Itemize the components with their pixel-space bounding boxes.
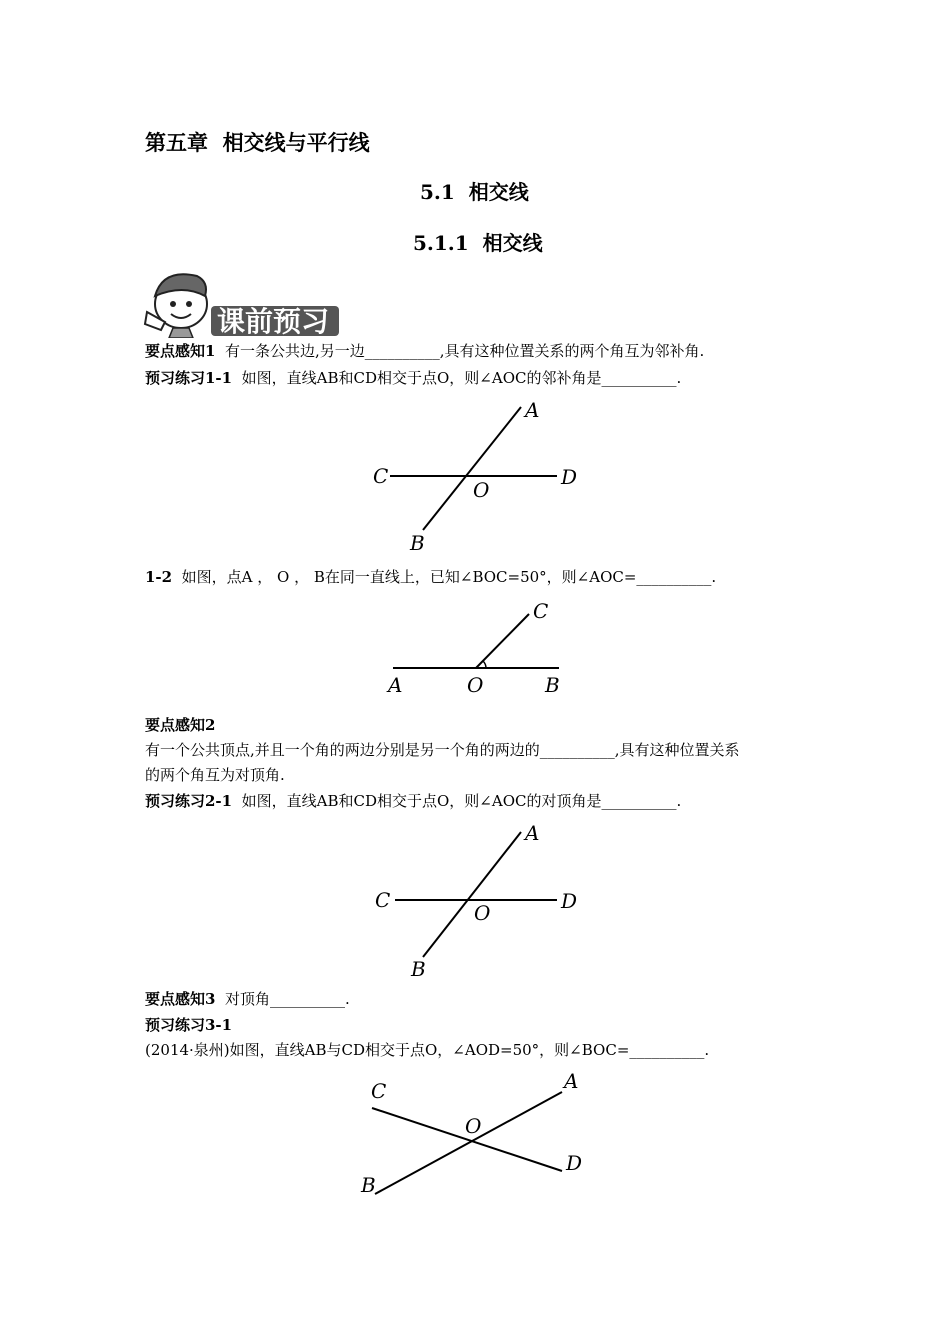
figure-1: [365, 395, 595, 555]
label-b: B: [410, 531, 425, 555]
k1-label: 要点感知1: [145, 342, 216, 360]
ray-oc: [476, 614, 529, 668]
knowledge-point-3: [145, 989, 350, 1009]
preview-banner: [143, 266, 343, 338]
knowledge-point-1: [145, 341, 704, 361]
label-a: A: [388, 673, 403, 697]
label-a: A: [564, 1069, 579, 1093]
section-title: 5.1 相交线: [420, 180, 529, 204]
label-o: O: [465, 1114, 482, 1138]
p11-text: 如图，直线AB和CD相交于点O，则∠AOC的邻补角是__________.: [232, 369, 682, 387]
label-c: C: [373, 464, 389, 488]
label-a: A: [525, 398, 540, 422]
label-c: C: [375, 888, 391, 912]
chapter-title: 第五章 相交线与平行线: [145, 130, 370, 155]
figure-4: [355, 1068, 605, 1203]
line-ab: [375, 1092, 562, 1194]
p11-label: 预习练习1-1: [145, 369, 233, 387]
k1-text: 有一条公共边,另一边__________,具有这种位置关系的两个角互为邻补角.: [215, 342, 705, 360]
line-ab: [423, 407, 521, 530]
practice-1-2: [145, 567, 716, 587]
label-d: D: [561, 465, 578, 489]
label-b: B: [545, 673, 560, 697]
practice-3-1-label: [145, 1015, 232, 1035]
label-d: D: [561, 889, 578, 913]
label-o: O: [474, 901, 491, 925]
label-a: A: [525, 821, 540, 845]
label-b: B: [411, 957, 426, 980]
k3-label: 要点感知3: [145, 990, 216, 1008]
p21-label: 预习练习2-1: [145, 792, 233, 810]
figure-2: [385, 598, 575, 698]
label-c: C: [371, 1079, 387, 1103]
p31-label: 预习练习3-1: [145, 1016, 233, 1034]
angle-arc: [483, 661, 486, 668]
p12-text: 如图，点A ， O ， B在同一直线上，已知∠BOC=50°，则∠AOC=__________.: [172, 568, 717, 586]
line-ab: [423, 832, 521, 957]
k2-text-2: 的两个角互为对顶角.: [145, 766, 285, 784]
label-c: C: [533, 599, 549, 623]
banner-label: 课前预习: [217, 305, 330, 338]
k2-text-1: 有一个公共顶点,并且一个角的两边分别是另一个角的两边的__________,具有这种位置关系: [145, 741, 740, 759]
p31-text: (2014·泉州)如图，直线AB与CD相交于点O，∠AOD=50°，则∠BOC=__________.: [145, 1041, 710, 1059]
label-o: O: [473, 478, 490, 502]
knowledge-point-2-label: [145, 715, 215, 735]
label-o: O: [467, 673, 484, 697]
p21-text: 如图，直线AB和CD相交于点O，则∠AOC的对顶角是__________.: [232, 792, 682, 810]
practice-1-1: [145, 368, 681, 388]
label-b: B: [361, 1173, 376, 1197]
figure-3: [365, 820, 595, 980]
practice-2-1: [145, 791, 681, 811]
p12-label: 1-2: [145, 568, 173, 586]
subsection-title: 5.1.1 相交线: [413, 231, 543, 255]
k2-label: 要点感知2: [145, 716, 216, 734]
label-d: D: [566, 1151, 583, 1175]
k3-text: 对顶角__________.: [215, 990, 350, 1008]
mascot-icon: [145, 274, 207, 338]
